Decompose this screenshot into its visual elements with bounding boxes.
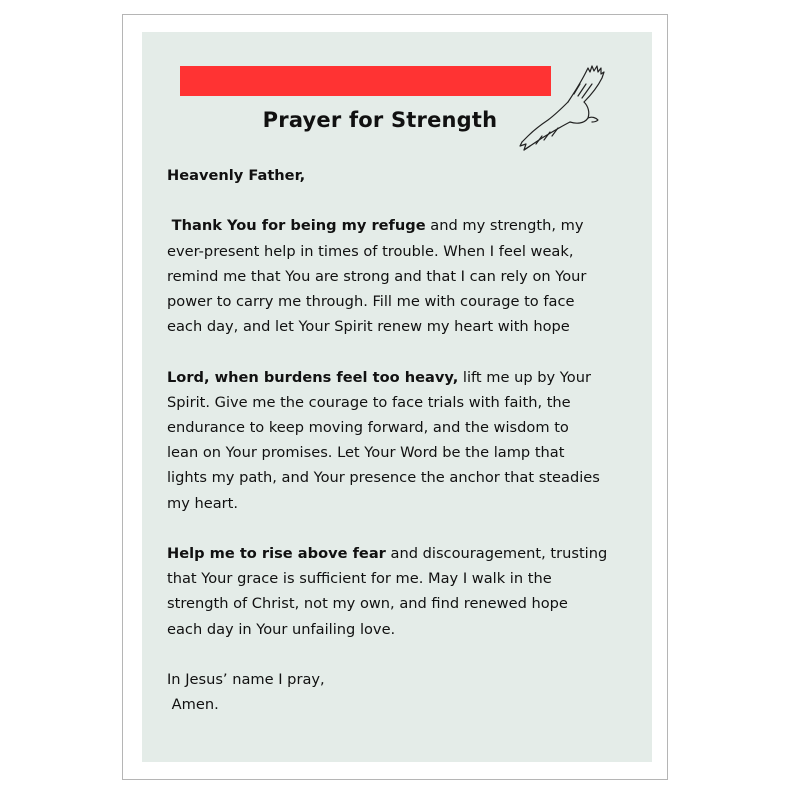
closing: [167, 667, 637, 717]
accent-bar: [180, 66, 551, 96]
paragraph-lead: Help me to rise above fear: [167, 545, 386, 562]
paragraph-lead: Thank You for being my refuge: [171, 217, 426, 235]
amen: Amen.: [171, 696, 219, 714]
page-title: Prayer for Strength: [262, 108, 498, 132]
closing-line: In Jesus’ name I pray,: [167, 671, 325, 688]
paragraph-burdens: Lord, when burdens feel too heavy, lift me up by Your Spirit. Give me the courage to face trials with faith, the endurance to keep moving forward, and the wisdom to lean on Your promises. Let Your Word be the lamp that lights my path, and Your presence the anchor that steadies my heart.: [167, 368, 600, 512]
prayer-body: [167, 163, 637, 717]
paragraph-lead: Lord, when burdens feel too heavy,: [167, 368, 459, 386]
greeting: Heavenly Father,: [167, 167, 306, 184]
paragraph-refuge: Thank You for being my refuge and my strength, my ever-present help in times of trouble. When I feel weak, remind me that You are strong and that I can rely on Your power to carry me through. Fill me with courage to face each day, and let Your Spirit renew my heart with hope: [167, 217, 587, 336]
paragraph-fear: Help me to rise above fear and discouragement, trusting that Your grace is sufficient for me. May I walk in the strength of Christ, not my own, and find renewed hope each day in Your unfailing love.: [167, 545, 608, 638]
